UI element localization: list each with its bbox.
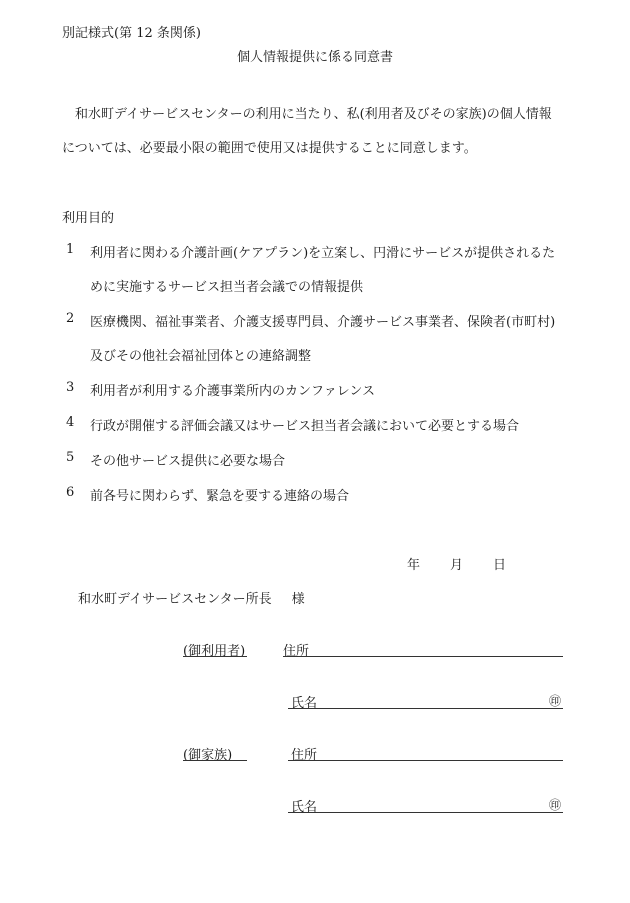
addressee (78, 588, 305, 607)
seal-mark: ㊞ (549, 798, 562, 812)
item-text: 利用者に関わる介護計画(ケアプラン)を立案し、円滑にサービスが提供されるた (90, 246, 556, 261)
intro-line-2: については、必要最小限の範囲で使用又は提供することに同意します。 (62, 141, 477, 156)
item-text-continued: 及びその他社会福祉団体との連絡調整 (90, 349, 312, 364)
user-address-label: 住所 (283, 644, 310, 659)
addressee-name: 和水町デイサービスセンター所長 (78, 592, 272, 607)
user-label-underline (183, 656, 247, 657)
family-label-underline (183, 760, 247, 761)
date-month: 月 (450, 558, 464, 573)
item-text: 前各号に関わらず、緊急を要する連絡の場合 (90, 489, 349, 504)
item-text: 医療機関、福祉事業者、介護支援専門員、介護サービス事業者、保険者(市町村) (90, 315, 556, 330)
item-text: その他サービス提供に必要な場合 (90, 454, 286, 469)
family-address-label: 住所 (291, 748, 318, 763)
user-name-label: 氏名 (291, 696, 318, 711)
item-number: 6 (66, 485, 75, 500)
item-text: 利用者が利用する介護事業所内のカンファレンス (90, 384, 376, 399)
item-text-continued: めに実施するサービス担当者会議での情報提供 (90, 280, 364, 295)
item-text: 行政が開催する評価会議又はサービス担当者会議において必要とする場合 (90, 419, 520, 434)
user-name-field[interactable] (288, 708, 563, 709)
intro-line-1: 和水町デイサービスセンターの利用に当たり、私(利用者及びその家族)の個人情報 (75, 107, 552, 122)
addressee-honorific: 様 (291, 592, 305, 607)
item-number: 5 (66, 450, 75, 465)
family-name-label: 氏名 (291, 800, 318, 815)
date-day: 日 (493, 558, 507, 573)
user-address-field[interactable] (283, 656, 563, 657)
seal-mark: ㊞ (549, 694, 562, 708)
form-reference: 別記様式(第 12 条関係) (62, 26, 201, 41)
item-number: 4 (66, 415, 75, 430)
item-number: 1 (66, 242, 75, 257)
family-name-field[interactable] (288, 812, 563, 813)
date-year: 年 (407, 558, 421, 573)
item-number: 2 (66, 311, 75, 326)
family-address-field[interactable] (288, 760, 563, 761)
purpose-heading: 利用目的 (62, 211, 115, 226)
family-label: (御家族) (183, 748, 233, 763)
date-line (407, 554, 506, 573)
document-title: 個人情報提供に係る同意書 (236, 50, 393, 65)
item-number: 3 (66, 380, 75, 395)
user-label: (御利用者) (183, 644, 246, 659)
